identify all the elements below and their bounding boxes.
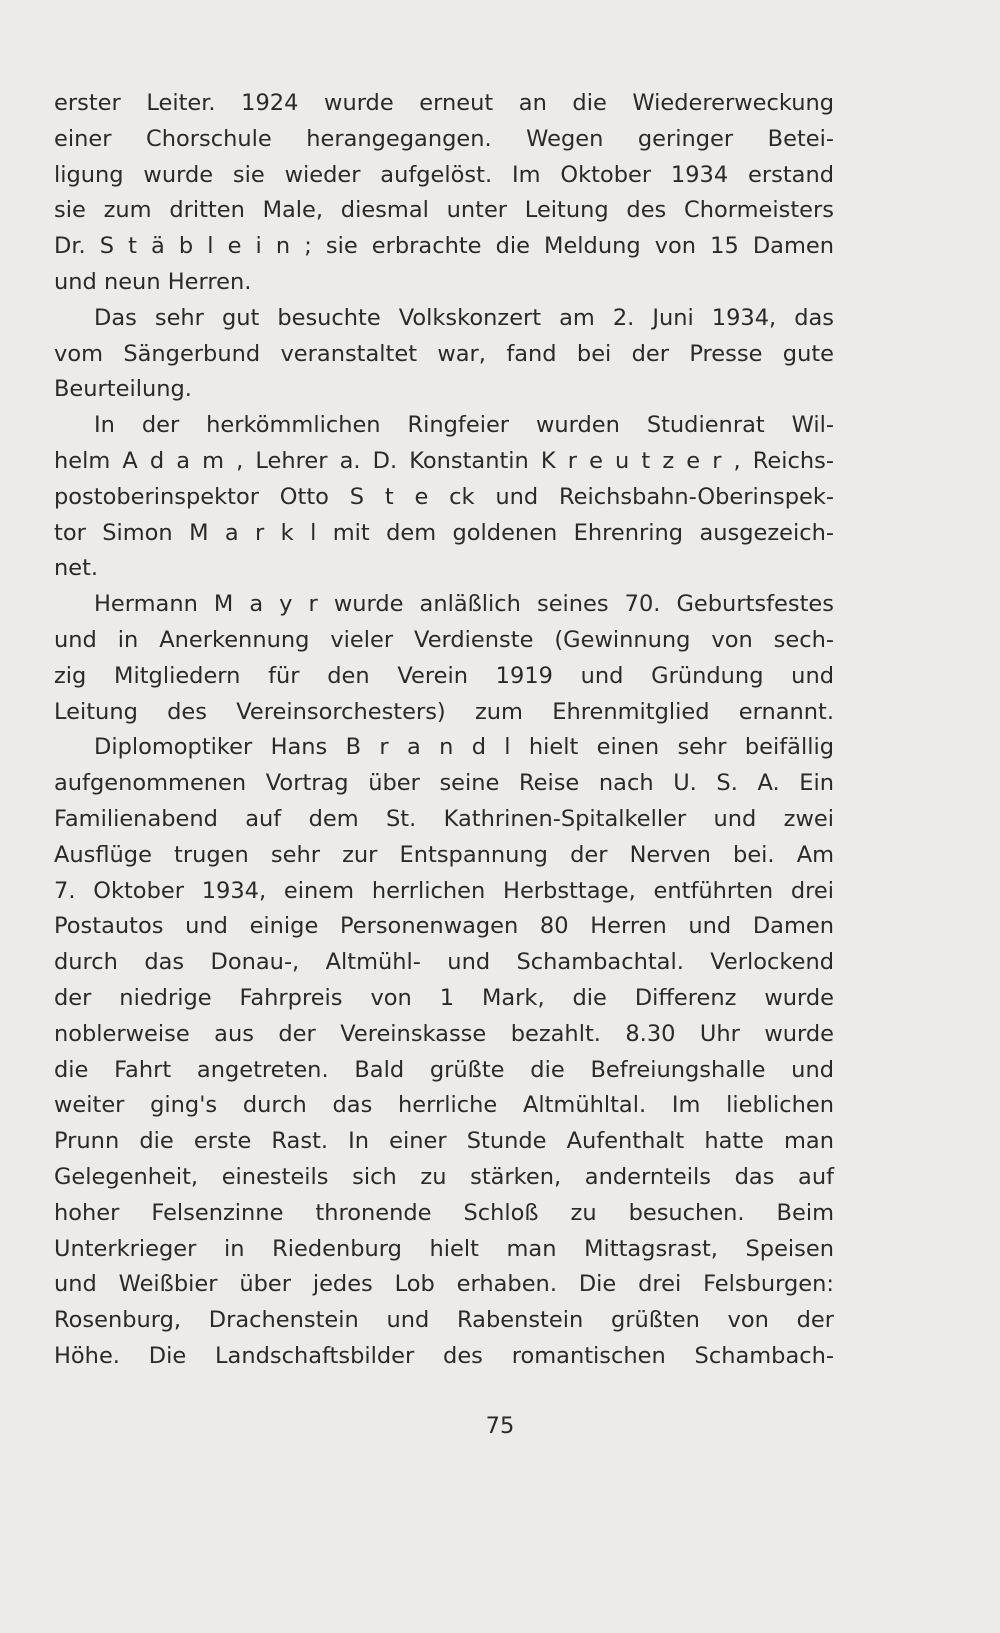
text-line: Ausflüge trugen sehr zur Entspannung der Nerven bei. Am xyxy=(54,841,834,868)
text-line: durch das Donau-, Altmühl- und Schambachtal. Verlockend xyxy=(54,949,834,976)
text-line: helm A d a m , Lehrer a. D. Konstantin K r e u t z e r , Reichs- xyxy=(54,447,834,474)
text-line: Gelegenheit, einesteils sich zu stärken, andernteils das auf xyxy=(54,1163,834,1190)
paragraph xyxy=(54,86,834,301)
text-line: net. xyxy=(54,555,99,582)
paragraph xyxy=(54,730,834,1374)
page-text xyxy=(54,86,834,1375)
text-line: erster Leiter. 1924 wurde erneut an die Wiedererweckung xyxy=(54,90,834,116)
text-line: Dr. S t ä b l e i n ; sie erbrachte die Meldung von 15 Damen xyxy=(54,233,834,260)
text-line: Beurteilung. xyxy=(54,376,192,403)
text-line: Das sehr gut besuchte Volkskonzert am 2. Juni 1934, das xyxy=(94,304,834,331)
text-line: hoher Felsenzinne thronende Schloß zu besuchen. Beim xyxy=(54,1199,834,1226)
text-line: Postautos und einige Personenwagen 80 Herren und Damen xyxy=(54,913,834,940)
text-line: Leitung des Vereinsorchesters) zum Ehrenmitglied ernannt. xyxy=(54,698,834,725)
text-line: vom Sängerbund veranstaltet war, fand bei der Presse gute xyxy=(54,340,834,367)
paragraph xyxy=(54,301,834,408)
text-line: tor Simon M a r k l mit dem goldenen Ehrenring ausgezeich- xyxy=(54,519,834,546)
text-line: Unterkrieger in Riedenburg hielt man Mittagsrast, Speisen xyxy=(54,1235,834,1262)
text-line: und in Anerkennung vieler Verdienste (Gewinnung von sech- xyxy=(54,626,834,653)
text-line: einer Chorschule herangegangen. Wegen geringer Betei- xyxy=(54,125,834,152)
text-line: Prunn die erste Rast. In einer Stunde Aufenthalt hatte man xyxy=(54,1128,834,1155)
page-number: 75 xyxy=(485,1413,515,1439)
paragraph xyxy=(54,587,834,730)
text-line: weiter ging's durch das herrliche Altmühltal. Im lieblichen xyxy=(54,1092,834,1119)
text-line: Familienabend auf dem St. Kathrinen-Spitalkeller und zwei xyxy=(54,805,834,832)
text-line: und Weißbier über jedes Lob erhaben. Die drei Felsburgen: xyxy=(54,1271,834,1298)
text-line: und neun Herren. xyxy=(54,268,252,295)
text-line: Diplomoptiker Hans B r a n d l hielt einen sehr beifällig xyxy=(94,734,834,761)
text-line: der niedrige Fahrpreis von 1 Mark, die Differenz wurde xyxy=(54,984,834,1011)
text-line: sie zum dritten Male, diesmal unter Leitung des Chormeisters xyxy=(54,197,834,224)
paragraph xyxy=(54,408,834,587)
text-line: aufgenommenen Vortrag über seine Reise nach U. S. A. Ein xyxy=(54,770,834,797)
text-line: zig Mitgliedern für den Verein 1919 und Gründung und xyxy=(54,662,834,689)
text-line: Hermann M a y r wurde anläßlich seines 70. Geburtsfestes xyxy=(94,591,834,618)
text-line: ligung wurde sie wieder aufgelöst. Im Oktober 1934 erstand xyxy=(54,161,834,188)
text-line: postoberinspektor Otto S t e ck und Reichsbahn-Oberinspek- xyxy=(54,483,834,510)
text-line: In der herkömmlichen Ringfeier wurden Studienrat Wil- xyxy=(94,412,834,439)
text-line: 7. Oktober 1934, einem herrlichen Herbsttage, entführten drei xyxy=(54,877,834,904)
text-line: Rosenburg, Drachenstein und Rabenstein grüßten von der xyxy=(54,1307,834,1334)
text-line: noblerweise aus der Vereinskasse bezahlt. 8.30 Uhr wurde xyxy=(54,1020,834,1047)
text-line: die Fahrt angetreten. Bald grüßte die Befreiungshalle und xyxy=(54,1056,834,1083)
text-line: Höhe. Die Landschaftsbilder des romantischen Schambach- xyxy=(54,1342,834,1369)
